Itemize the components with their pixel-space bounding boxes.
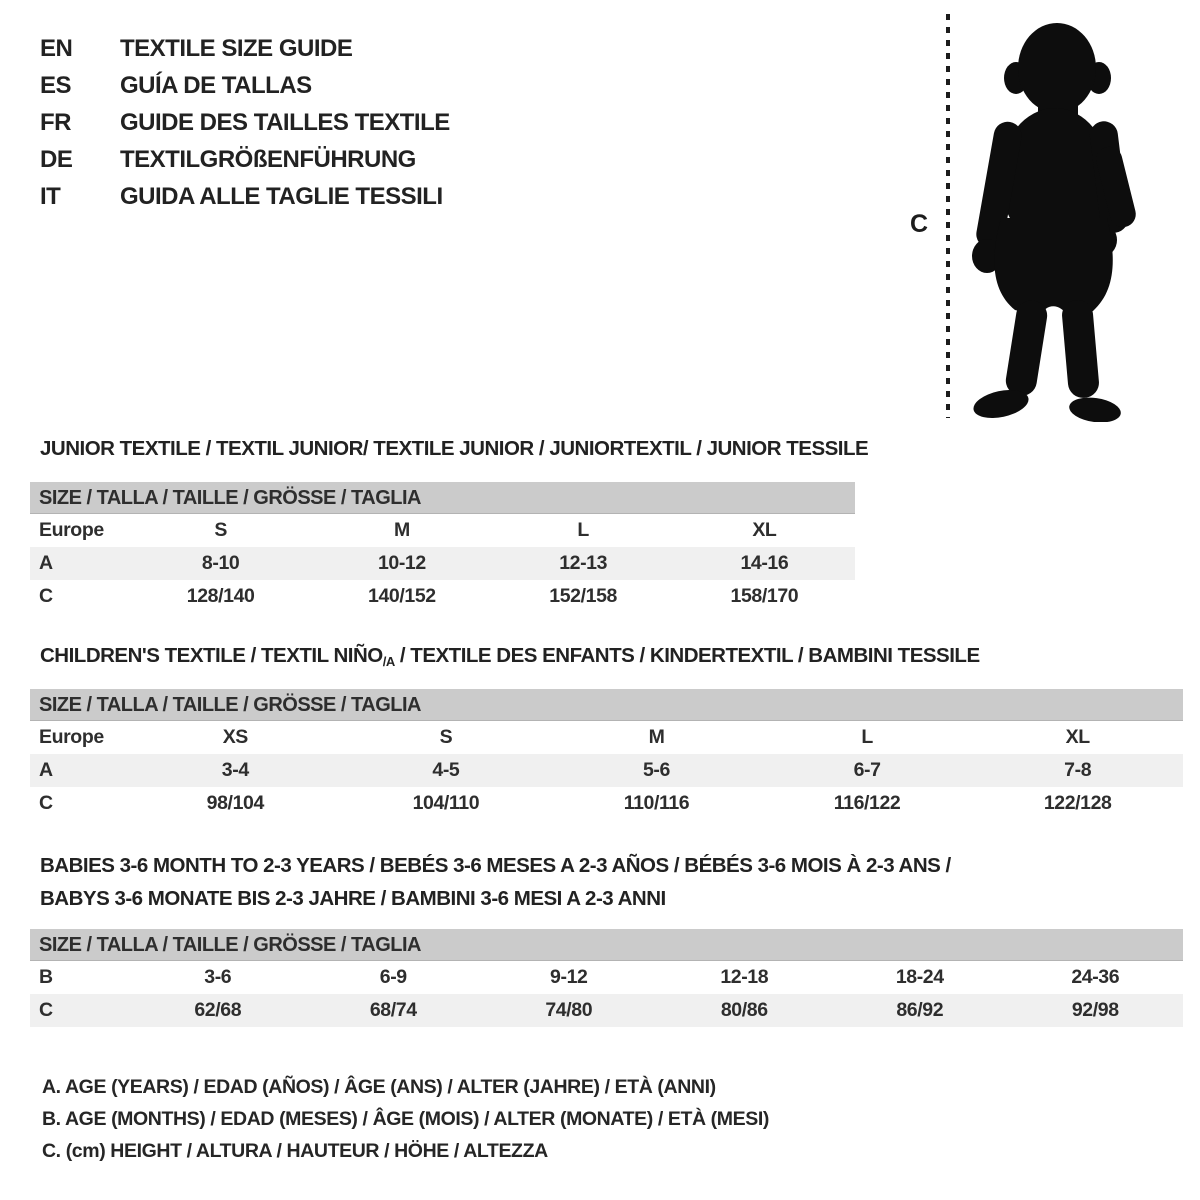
table-cell: 128/140 bbox=[186, 585, 255, 607]
table-cell: XL bbox=[1065, 726, 1090, 748]
junior-size-table bbox=[30, 482, 855, 613]
babies-section-title bbox=[40, 849, 951, 915]
language-title: TEXTILE SIZE GUIDE bbox=[120, 34, 353, 62]
table-cell: 122/128 bbox=[1043, 792, 1112, 814]
children-section-title bbox=[40, 644, 980, 669]
children-title-text: / TEXTILE DES ENFANTS / KINDERTEXTIL / BAMBINI TESSILE bbox=[394, 644, 980, 667]
language-code: IT bbox=[40, 182, 61, 210]
height-measure-dashed-line bbox=[946, 14, 950, 418]
table-cell: 86/92 bbox=[896, 999, 944, 1021]
table-cell: 92/98 bbox=[1071, 999, 1119, 1021]
row-label: B bbox=[39, 966, 53, 988]
table-cell: L bbox=[577, 519, 589, 541]
table-cell: 8-10 bbox=[201, 552, 240, 574]
table-row-age bbox=[30, 754, 1183, 787]
language-title: GUÍA DE TALLAS bbox=[120, 71, 312, 99]
baby-silhouette-icon bbox=[953, 18, 1143, 422]
language-row-es bbox=[40, 67, 450, 104]
row-label: Europe bbox=[39, 726, 104, 748]
row-label: C bbox=[39, 585, 53, 607]
table-cell: 68/74 bbox=[369, 999, 417, 1021]
table-cell: 80/86 bbox=[720, 999, 768, 1021]
children-title-subscript: /A bbox=[382, 654, 395, 669]
table-row-height bbox=[30, 580, 855, 613]
table-cell: L bbox=[861, 726, 873, 748]
language-title: GUIDE DES TAILLES TEXTILE bbox=[120, 108, 450, 136]
table-cell: 9-12 bbox=[550, 966, 588, 988]
babies-title-line1: BABIES 3-6 MONTH TO 2-3 YEARS / BEBÉS 3-6 MESES A 2-3 AÑOS / BÉBÉS 3-6 MOIS À 2-3 ANS / bbox=[40, 854, 951, 877]
junior-section-title: JUNIOR TEXTILE / TEXTIL JUNIOR/ TEXTILE JUNIOR / JUNIORTEXTIL / JUNIOR TESSILE bbox=[40, 437, 869, 460]
legend bbox=[42, 1071, 769, 1167]
legend-line-age-months: B. AGE (MONTHS) / EDAD (MESES) / ÂGE (MOIS) / ALTER (MONATE) / ETÀ (MESI) bbox=[42, 1108, 769, 1130]
table-cell: 152/158 bbox=[549, 585, 617, 607]
table-cell: 62/68 bbox=[194, 999, 242, 1021]
height-measure-label: C bbox=[910, 210, 929, 238]
table-cell: XS bbox=[222, 726, 248, 748]
language-title: GUIDA ALLE TAGLIE TESSILI bbox=[120, 182, 443, 210]
babies-title-line2: BABYS 3-6 MONATE BIS 2-3 JAHRE / BAMBINI 3-6 MESI A 2-3 ANNI bbox=[40, 887, 666, 910]
table-row-height bbox=[30, 787, 1183, 820]
language-row-en bbox=[40, 30, 450, 67]
table-cell: 24-36 bbox=[1071, 966, 1120, 988]
language-list bbox=[40, 30, 450, 215]
table-cell: 10-12 bbox=[377, 552, 426, 574]
size-header-bar: SIZE / TALLA / TAILLE / GRÖSSE / TAGLIA bbox=[30, 689, 1183, 721]
table-row-europe bbox=[30, 514, 855, 547]
table-row-months bbox=[30, 961, 1183, 994]
table-cell: 158/170 bbox=[730, 585, 799, 607]
row-label: A bbox=[39, 552, 53, 574]
table-cell: XL bbox=[752, 519, 777, 541]
table-cell: 116/122 bbox=[833, 792, 901, 814]
table-cell: 6-7 bbox=[853, 759, 881, 781]
babies-size-table bbox=[30, 929, 1183, 1027]
table-row-height bbox=[30, 994, 1183, 1027]
table-row-age bbox=[30, 547, 855, 580]
language-row-fr bbox=[40, 104, 450, 141]
row-label: A bbox=[39, 759, 53, 781]
legend-line-age-years: A. AGE (YEARS) / EDAD (AÑOS) / ÂGE (ANS) / ALTER (JAHRE) / ETÀ (ANNI) bbox=[42, 1076, 716, 1098]
size-header-bar: SIZE / TALLA / TAILLE / GRÖSSE / TAGLIA bbox=[30, 929, 1183, 961]
row-label: C bbox=[39, 999, 53, 1021]
children-size-table bbox=[30, 689, 1183, 820]
table-row-europe bbox=[30, 721, 1183, 754]
language-code: EN bbox=[40, 34, 73, 62]
row-label: Europe bbox=[39, 519, 104, 541]
children-title-text: CHILDREN'S TEXTILE / TEXTIL NIÑO bbox=[40, 644, 383, 667]
table-cell: M bbox=[648, 726, 665, 748]
language-row-de bbox=[40, 141, 450, 178]
table-cell: S bbox=[214, 519, 227, 541]
table-cell: 3-6 bbox=[204, 966, 232, 988]
language-code: DE bbox=[40, 145, 73, 173]
size-header-bar: SIZE / TALLA / TAILLE / GRÖSSE / TAGLIA bbox=[30, 482, 855, 514]
table-cell: 18-24 bbox=[895, 966, 944, 988]
row-label: C bbox=[39, 792, 53, 814]
language-row-it bbox=[40, 178, 450, 215]
table-cell: 12-13 bbox=[559, 552, 608, 574]
table-cell: 74/80 bbox=[545, 999, 593, 1021]
table-cell: M bbox=[393, 519, 410, 541]
table-cell: 104/110 bbox=[412, 792, 480, 814]
language-title: TEXTILGRÖßENFÜHRUNG bbox=[120, 145, 416, 173]
table-cell: 5-6 bbox=[642, 759, 670, 781]
table-cell: 3-4 bbox=[221, 759, 249, 781]
table-cell: 140/152 bbox=[368, 585, 436, 607]
language-code: ES bbox=[40, 71, 72, 99]
table-cell: 110/116 bbox=[623, 792, 690, 814]
table-cell: 12-18 bbox=[720, 966, 769, 988]
table-cell: S bbox=[439, 726, 453, 748]
table-cell: 4-5 bbox=[432, 759, 460, 781]
legend-line-height: C. (cm) HEIGHT / ALTURA / HAUTEUR / HÖHE / ALTEZZA bbox=[42, 1140, 548, 1162]
table-cell: 6-9 bbox=[379, 966, 407, 988]
table-cell: 14-16 bbox=[740, 552, 789, 574]
table-cell: 98/104 bbox=[206, 792, 264, 814]
table-cell: 7-8 bbox=[1064, 759, 1092, 781]
language-code: FR bbox=[40, 108, 71, 136]
